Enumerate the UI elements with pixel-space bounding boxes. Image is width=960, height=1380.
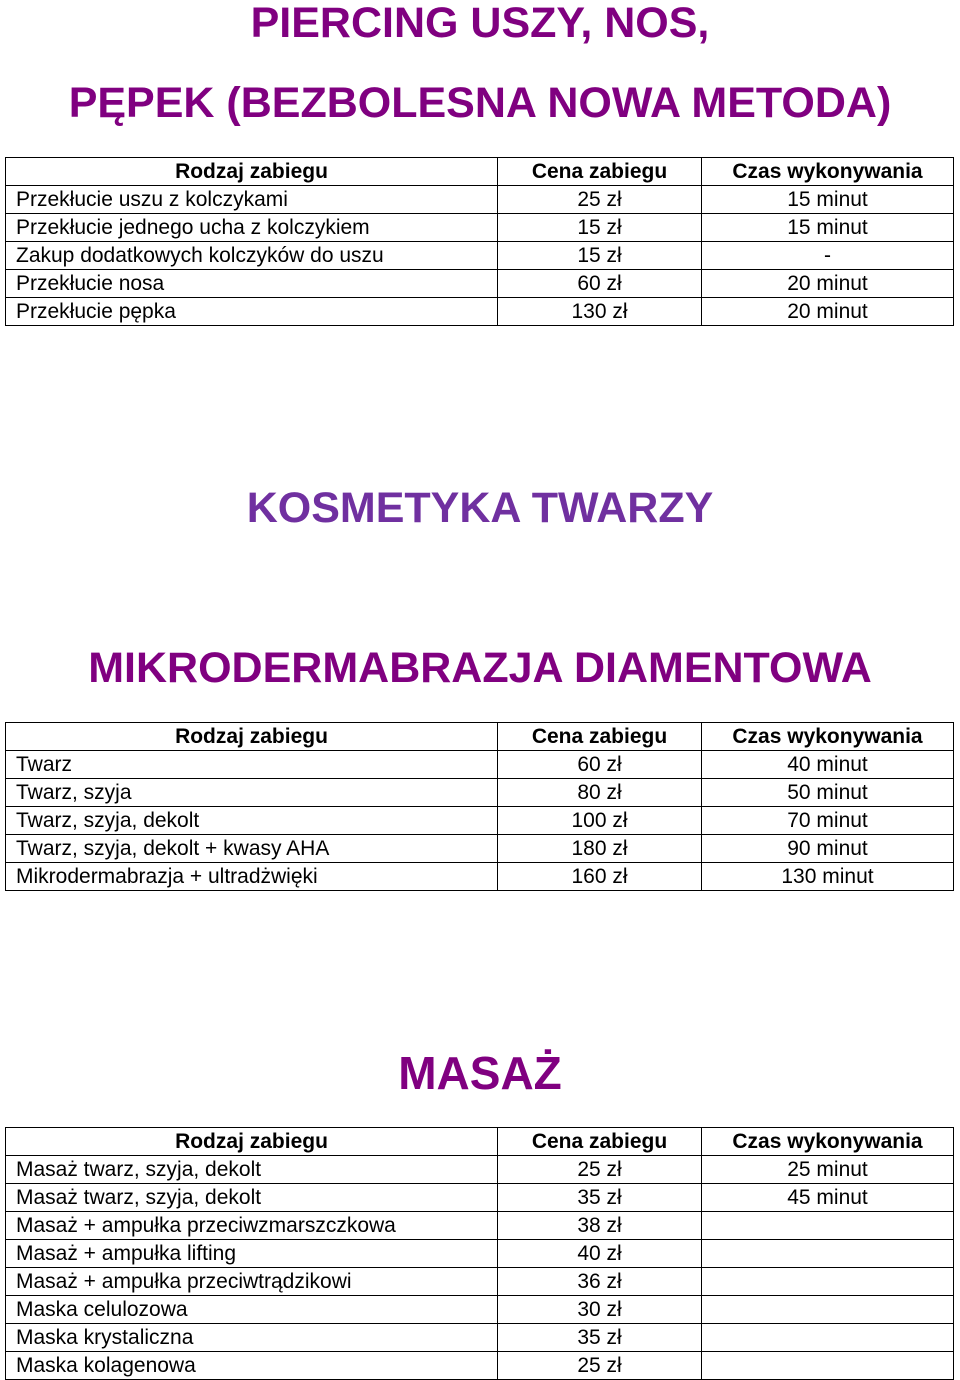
massage-title: MASAŻ [398, 1047, 562, 1099]
treatment-name-cell: Twarz [6, 751, 498, 779]
treatment-name-cell: Twarz, szyja, dekolt + kwasy AHA [6, 835, 498, 863]
treatment-name-cell: Przekłucie jednego ucha z kolczykiem [6, 214, 498, 242]
duration-cell: 90 minut [702, 835, 954, 863]
piercing-title-line1: PIERCING USZY, NOS, [250, 0, 710, 47]
treatment-name-cell: Maska krystaliczna [6, 1324, 498, 1352]
table-row [6, 186, 954, 214]
table-row [6, 1156, 954, 1184]
treatment-name-cell: Masaż twarz, szyja, dekolt [6, 1156, 498, 1184]
price-cell: 40 zł [498, 1240, 702, 1268]
duration-cell: 15 minut [702, 214, 954, 242]
microdermabrasion-title: MIKRODERMABRAZJA DIAMENTOWA [88, 644, 872, 692]
table-row [6, 863, 954, 891]
treatment-name-cell: Przekłucie pępka [6, 298, 498, 326]
table-row [6, 1268, 954, 1296]
treatment-name-cell: Maska kolagenowa [6, 1352, 498, 1380]
table-row [6, 835, 954, 863]
treatment-name-cell: Masaż twarz, szyja, dekolt [6, 1184, 498, 1212]
treatment-name-cell: Masaż + ampułka lifting [6, 1240, 498, 1268]
price-cell: 25 zł [498, 186, 702, 214]
duration-cell: 15 minut [702, 186, 954, 214]
price-cell: 80 zł [498, 779, 702, 807]
price-cell: 38 zł [498, 1212, 702, 1240]
table-row [6, 779, 954, 807]
table-row [6, 298, 954, 326]
column-header-duration: Czas wykonywania [702, 1128, 954, 1156]
price-cell: 15 zł [498, 242, 702, 270]
table-row [6, 270, 954, 298]
price-cell: 15 zł [498, 214, 702, 242]
treatment-name-cell: Mikrodermabrazja + ultradżwięki [6, 863, 498, 891]
microdermabrasion-price-table [5, 722, 954, 891]
treatment-name-cell: Twarz, szyja [6, 779, 498, 807]
table-row [6, 751, 954, 779]
table-row [6, 1184, 954, 1212]
table-row [6, 1324, 954, 1352]
duration-cell: 70 minut [702, 807, 954, 835]
price-cell: 60 zł [498, 270, 702, 298]
column-header-treatment: Rodzaj zabiegu [6, 723, 498, 751]
duration-cell [702, 1240, 954, 1268]
table-row [6, 1296, 954, 1324]
price-cell: 30 zł [498, 1296, 702, 1324]
table-header-row [6, 1128, 954, 1156]
piercing-price-table [5, 157, 954, 326]
treatment-name-cell: Masaż + ampułka przeciwtrądzikowi [6, 1268, 498, 1296]
treatment-name-cell: Maska celulozowa [6, 1296, 498, 1324]
duration-cell: 45 minut [702, 1184, 954, 1212]
column-header-treatment: Rodzaj zabiegu [6, 1128, 498, 1156]
price-cell: 100 zł [498, 807, 702, 835]
price-cell: 35 zł [498, 1324, 702, 1352]
duration-cell: 20 minut [702, 298, 954, 326]
duration-cell [702, 1212, 954, 1240]
duration-cell: 25 minut [702, 1156, 954, 1184]
massage-price-table [5, 1127, 954, 1380]
duration-cell: - [702, 242, 954, 270]
table-row [6, 242, 954, 270]
duration-cell: 20 minut [702, 270, 954, 298]
treatment-name-cell: Masaż + ampułka przeciwzmarszczkowa [6, 1212, 498, 1240]
duration-cell [702, 1352, 954, 1380]
column-header-duration: Czas wykonywania [702, 723, 954, 751]
price-cell: 25 zł [498, 1156, 702, 1184]
price-cell: 60 zł [498, 751, 702, 779]
price-cell: 130 zł [498, 298, 702, 326]
table-row [6, 214, 954, 242]
duration-cell [702, 1268, 954, 1296]
duration-cell [702, 1324, 954, 1352]
table-header-row [6, 158, 954, 186]
table-header-row [6, 723, 954, 751]
column-header-price: Cena zabiegu [498, 158, 702, 186]
cosmetics-title: KOSMETYKA TWARZY [246, 484, 714, 532]
treatment-name-cell: Zakup dodatkowych kolczyków do uszu [6, 242, 498, 270]
price-cell: 36 zł [498, 1268, 702, 1296]
table-row [6, 1240, 954, 1268]
price-cell: 25 zł [498, 1352, 702, 1380]
table-row [6, 1352, 954, 1380]
duration-cell: 130 minut [702, 863, 954, 891]
piercing-title-line2: PĘPEK (BEZBOLESNA NOWA METODA) [68, 79, 892, 127]
treatment-name-cell: Przekłucie uszu z kolczykami [6, 186, 498, 214]
duration-cell [702, 1296, 954, 1324]
column-header-treatment: Rodzaj zabiegu [6, 158, 498, 186]
table-row [6, 1212, 954, 1240]
column-header-duration: Czas wykonywania [702, 158, 954, 186]
column-header-price: Cena zabiegu [498, 723, 702, 751]
duration-cell: 50 minut [702, 779, 954, 807]
table-row [6, 807, 954, 835]
column-header-price: Cena zabiegu [498, 1128, 702, 1156]
price-cell: 160 zł [498, 863, 702, 891]
price-cell: 35 zł [498, 1184, 702, 1212]
duration-cell: 40 minut [702, 751, 954, 779]
treatment-name-cell: Przekłucie nosa [6, 270, 498, 298]
treatment-name-cell: Twarz, szyja, dekolt [6, 807, 498, 835]
price-cell: 180 zł [498, 835, 702, 863]
